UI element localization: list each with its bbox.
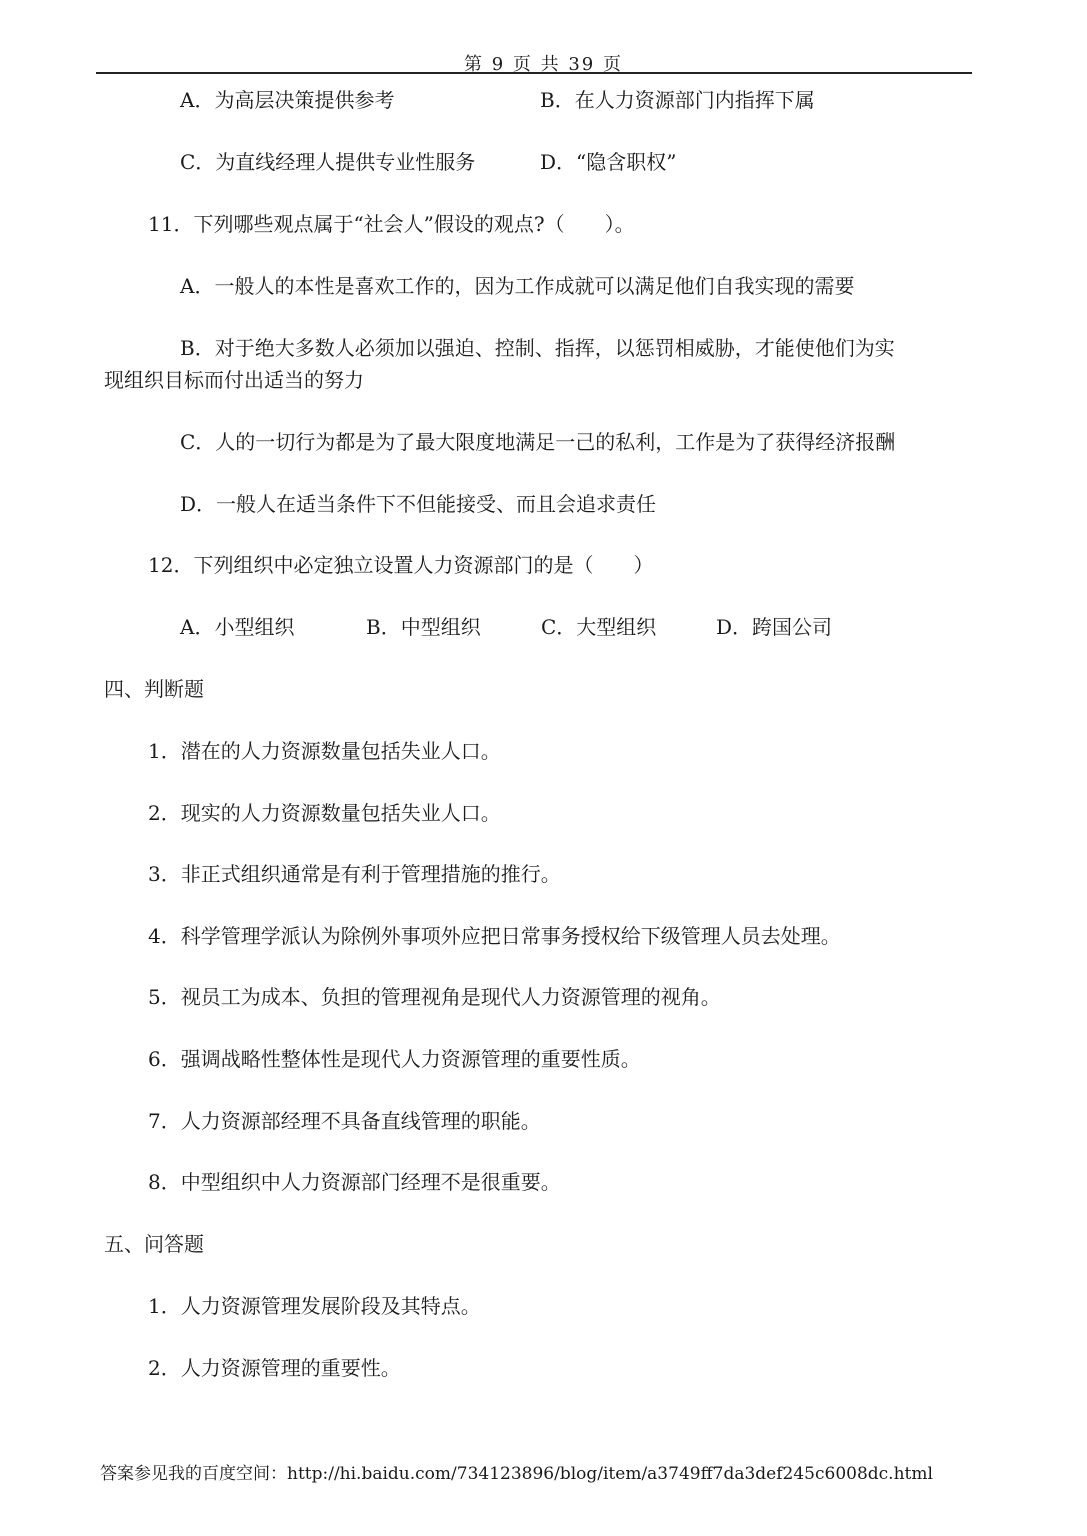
q10-option-d: D．“隐含职权” bbox=[540, 150, 677, 174]
q11-stem: 11．下列哪些观点属于“社会人”假设的观点?（ ）。 bbox=[148, 212, 635, 236]
judgment-item: 7．人力资源部经理不具备直线管理的职能。 bbox=[148, 1109, 541, 1133]
q11-option-b-line1: B．对于绝大多数人必须加以强迫、控制、指挥，以惩罚相威胁，才能使他们为实 bbox=[180, 336, 895, 360]
judgment-item: 8．中型组织中人力资源部门经理不是很重要。 bbox=[148, 1170, 561, 1194]
section-4-title: 四、判断题 bbox=[104, 677, 204, 701]
judgment-item: 2．现实的人力资源数量包括失业人口。 bbox=[148, 801, 501, 825]
q10-option-a: A．为高层决策提供参考 bbox=[180, 88, 395, 112]
essay-item: 2．人力资源管理的重要性。 bbox=[148, 1356, 401, 1380]
q12-option-b: B．中型组织 bbox=[366, 615, 481, 639]
q11-option-b-line2: 现组织目标而付出适当的努力 bbox=[104, 368, 364, 392]
judgment-item: 3．非正式组织通常是有利于管理措施的推行。 bbox=[148, 862, 561, 886]
header-rule bbox=[96, 72, 972, 74]
q12-option-a: A．小型组织 bbox=[180, 615, 295, 639]
page-header: 第 9 页 共 39 页 bbox=[464, 54, 623, 75]
q10-option-c: C．为直线经理人提供专业性服务 bbox=[180, 150, 476, 174]
section-5-title: 五、问答题 bbox=[104, 1232, 204, 1256]
q11-option-a: A．一般人的本性是喜欢工作的，因为工作成就可以满足他们自我实现的需要 bbox=[180, 274, 855, 298]
q11-option-d: D．一般人在适当条件下不但能接受、而且会追求责任 bbox=[180, 492, 657, 516]
judgment-item: 5．视员工为成本、负担的管理视角是现代人力资源管理的视角。 bbox=[148, 985, 721, 1009]
judgment-item: 4．科学管理学派认为除例外事项外应把日常事务授权给下级管理人员去处理。 bbox=[148, 924, 841, 948]
judgment-item: 1．潜在的人力资源数量包括失业人口。 bbox=[148, 739, 501, 763]
q11-option-c: C．人的一切行为都是为了最大限度地满足一己的私利，工作是为了获得经济报酬 bbox=[180, 430, 896, 454]
q12-option-c: C．大型组织 bbox=[541, 615, 657, 639]
q12-stem: 12．下列组织中必定独立设置人力资源部门的是（ ） bbox=[148, 553, 654, 577]
judgment-item: 6．强调战略性整体性是现代人力资源管理的重要性质。 bbox=[148, 1047, 641, 1071]
q12-option-d: D．跨国公司 bbox=[716, 615, 833, 639]
page-footer: 答案参见我的百度空间：http://hi.baidu.com/734123896/blog/item/a3749ff7da3def245c6008dc.html bbox=[100, 1464, 933, 1484]
q10-option-b: B．在人力资源部门内指挥下属 bbox=[540, 88, 815, 112]
essay-item: 1．人力资源管理发展阶段及其特点。 bbox=[148, 1294, 481, 1318]
